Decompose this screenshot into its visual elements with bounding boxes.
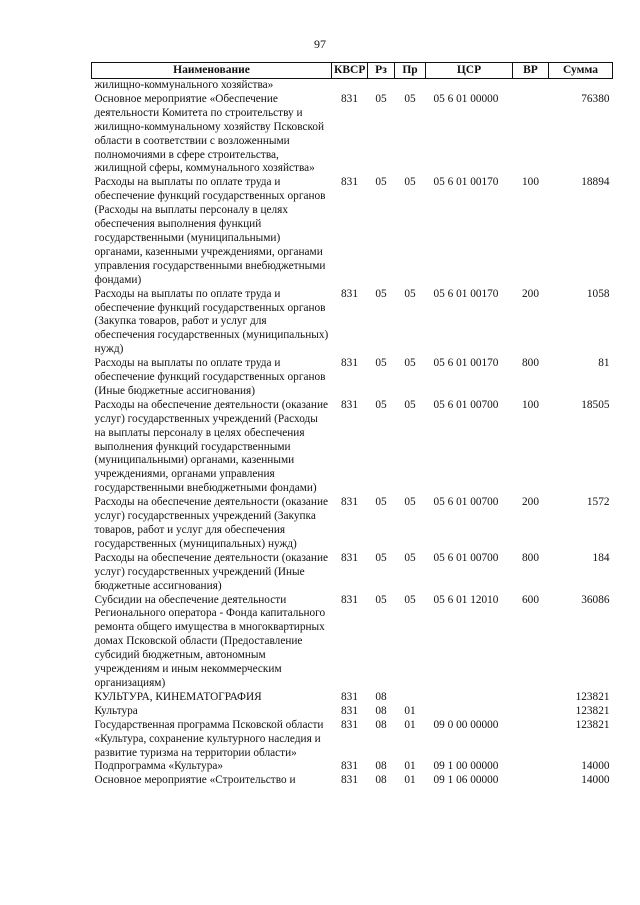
cell-rz: 05 <box>375 176 387 189</box>
cell-name: Расходы на выплаты по оплате труда и обеспечение функций государственных органов (Закупка товаров, работ и услуг для обеспечения государственных (муниципальных) нужд) <box>94 287 329 356</box>
cell-vr <box>513 760 549 774</box>
cell-rz: 05 <box>375 287 387 300</box>
header-csr: ЦСР <box>426 63 513 79</box>
cell-csr: 05 6 01 00000 <box>433 92 499 105</box>
page-number: 97 <box>314 37 326 51</box>
table-row <box>92 774 613 788</box>
cell-csr <box>426 79 513 93</box>
cell-csr: 05 6 01 00170 <box>433 287 499 300</box>
cell-pr: 05 <box>404 551 416 564</box>
table-row <box>92 705 613 719</box>
cell-pr: 05 <box>404 593 416 606</box>
table-header <box>92 63 613 79</box>
cell-pr: 05 <box>404 398 416 411</box>
cell-csr: 05 6 01 00700 <box>433 496 499 509</box>
cell-pr: 05 <box>404 92 416 105</box>
cell-pr: 01 <box>404 718 416 731</box>
cell-kvsr: 831 <box>341 718 358 731</box>
cell-pr <box>395 79 426 93</box>
cell-pr: 05 <box>404 176 416 189</box>
cell-name: Культура <box>94 704 138 717</box>
cell-csr: 05 6 01 00170 <box>433 176 499 189</box>
table-body <box>92 79 613 789</box>
table-row <box>92 496 613 552</box>
cell-vr: 800 <box>522 551 539 564</box>
cell-sum: 36086 <box>581 593 610 606</box>
cell-kvsr: 831 <box>341 551 358 564</box>
cell-sum: 14000 <box>581 760 610 773</box>
cell-name: Субсидии на обеспечение деятельности Регионального оператора - Фонда капитального ремонта общего имущества в многоквартирных домах Псковской области (Предоставление субсидий бюджетным, автономным учреждениям и иным некоммерческим организациям) <box>94 593 326 689</box>
header-kvsr: КВСР <box>332 63 368 79</box>
cell-name: Расходы на обеспечение деятельности (оказание услуг) государственных учреждений (Расходы на выплаты персоналу в целях обеспечения выполнения функций государственными (муниципальными) органами, казенными учреждениями, органами управления государственными внебюджетными фондами) <box>94 398 329 495</box>
table-row <box>92 176 613 287</box>
cell-name: Расходы на обеспечение деятельности (оказание услуг) государственных учреждений (Иные бюджетные ассигнования) <box>94 551 329 592</box>
cell-rz: 08 <box>375 718 387 731</box>
header-name: Наименование <box>92 63 332 79</box>
cell-sum: 76380 <box>581 92 610 105</box>
cell-sum: 18894 <box>581 176 610 189</box>
cell-name: КУЛЬТУРА, КИНЕМАТОГРАФИЯ <box>94 690 262 703</box>
cell-pr: 01 <box>404 704 416 717</box>
cell-kvsr: 831 <box>341 357 358 370</box>
table-row <box>92 399 613 496</box>
cell-name: Государственная программа Псковской области «Культура, сохранение культурного наследия и развитие туризма на территории области» <box>94 718 324 759</box>
cell-pr: 05 <box>404 496 416 509</box>
header-vr: ВР <box>513 63 549 79</box>
header-sum: Сумма <box>549 63 613 79</box>
cell-sum: 18505 <box>581 398 610 411</box>
cell-kvsr: 831 <box>341 760 358 773</box>
cell-kvsr: 831 <box>341 774 358 787</box>
cell-vr: 200 <box>522 287 539 300</box>
cell-vr <box>513 705 549 719</box>
cell-kvsr <box>332 79 368 93</box>
cell-sum <box>549 79 613 93</box>
table-row <box>92 79 613 93</box>
cell-sum: 14000 <box>581 774 610 787</box>
cell-vr <box>513 774 549 788</box>
cell-vr: 800 <box>522 357 539 370</box>
cell-name: жилищно-коммунального хозяйства» <box>94 79 274 91</box>
cell-kvsr: 831 <box>341 92 358 105</box>
budget-table-container <box>91 62 612 788</box>
table-row <box>92 552 613 594</box>
cell-name: Расходы на обеспечение деятельности (оказание услуг) государственных учреждений (Закупка товаров, работ и услуг для обеспечения государственных (муниципальных) нужд) <box>94 496 329 550</box>
cell-kvsr: 831 <box>341 704 358 717</box>
cell-rz: 05 <box>375 593 387 606</box>
table-row <box>92 288 613 358</box>
cell-csr: 09 0 00 00000 <box>433 718 499 731</box>
table-row <box>92 93 613 176</box>
cell-kvsr: 831 <box>341 398 358 411</box>
cell-sum: 81 <box>598 357 610 370</box>
cell-csr: 09 1 06 00000 <box>433 774 499 787</box>
cell-vr <box>513 79 549 93</box>
cell-csr: 05 6 01 12010 <box>433 593 499 606</box>
cell-pr <box>395 691 426 705</box>
cell-kvsr: 831 <box>341 287 358 300</box>
cell-sum: 123821 <box>575 704 610 717</box>
cell-sum: 1058 <box>586 287 610 300</box>
cell-rz: 05 <box>375 92 387 105</box>
cell-rz: 08 <box>375 760 387 773</box>
cell-sum: 123821 <box>575 718 610 731</box>
cell-name: Расходы на выплаты по оплате труда и обеспечение функций государственных органов (Иные бюджетные ассигнования) <box>94 357 326 397</box>
cell-csr: 05 6 01 00700 <box>433 398 499 411</box>
table-row <box>92 594 613 691</box>
cell-kvsr: 831 <box>341 593 358 606</box>
cell-rz: 08 <box>375 704 387 717</box>
cell-rz: 05 <box>375 357 387 370</box>
cell-kvsr: 831 <box>341 496 358 509</box>
cell-kvsr: 831 <box>341 176 358 189</box>
header-pr: Пр <box>395 63 426 79</box>
table-row <box>92 719 613 761</box>
cell-pr: 01 <box>404 760 416 773</box>
cell-kvsr: 831 <box>341 690 358 703</box>
cell-vr <box>513 719 549 761</box>
cell-rz: 05 <box>375 496 387 509</box>
cell-name: Подпрограмма «Культура» <box>94 760 224 773</box>
cell-vr: 100 <box>522 398 539 411</box>
table-row <box>92 691 613 705</box>
cell-rz: 05 <box>375 398 387 411</box>
cell-sum: 1572 <box>586 496 610 509</box>
cell-vr: 600 <box>522 593 539 606</box>
cell-name: Основное мероприятие «Обеспечение деятельности Комитета по строительству и жилищно-коммунальному хозяйству Псковской области в соответствии с возложенными полномочиями в сфере строительства, жилищной сферы, коммунального хозяйства» <box>94 92 325 175</box>
cell-csr <box>426 691 513 705</box>
cell-csr: 05 6 01 00700 <box>433 551 499 564</box>
cell-pr: 05 <box>404 287 416 300</box>
cell-rz: 08 <box>375 774 387 787</box>
cell-pr: 01 <box>404 774 416 787</box>
cell-vr: 200 <box>522 496 539 509</box>
table-row <box>92 760 613 774</box>
header-rz: Рз <box>368 63 395 79</box>
cell-name: Расходы на выплаты по оплате труда и обеспечение функций государственных органов (Расходы на выплаты персоналу в целях обеспечения выполнения функций государственными (муниципальными) органами, казенными учреждениями, органами управления государственными внебюджетными фондами) <box>94 176 326 286</box>
cell-csr: 05 6 01 00170 <box>433 357 499 370</box>
cell-rz: 08 <box>375 690 387 703</box>
cell-name: Основное мероприятие «Строительство и <box>94 774 296 787</box>
cell-vr <box>513 93 549 176</box>
header-row <box>92 63 613 79</box>
budget-table <box>91 62 613 788</box>
cell-sum: 184 <box>592 551 610 564</box>
cell-sum: 123821 <box>575 690 610 703</box>
cell-pr: 05 <box>404 357 416 370</box>
cell-vr: 100 <box>522 176 539 189</box>
cell-rz: 05 <box>375 551 387 564</box>
cell-rz <box>368 79 395 93</box>
cell-vr <box>513 691 549 705</box>
cell-csr: 09 1 00 00000 <box>433 760 499 773</box>
cell-csr <box>426 705 513 719</box>
table-row <box>92 357 613 399</box>
